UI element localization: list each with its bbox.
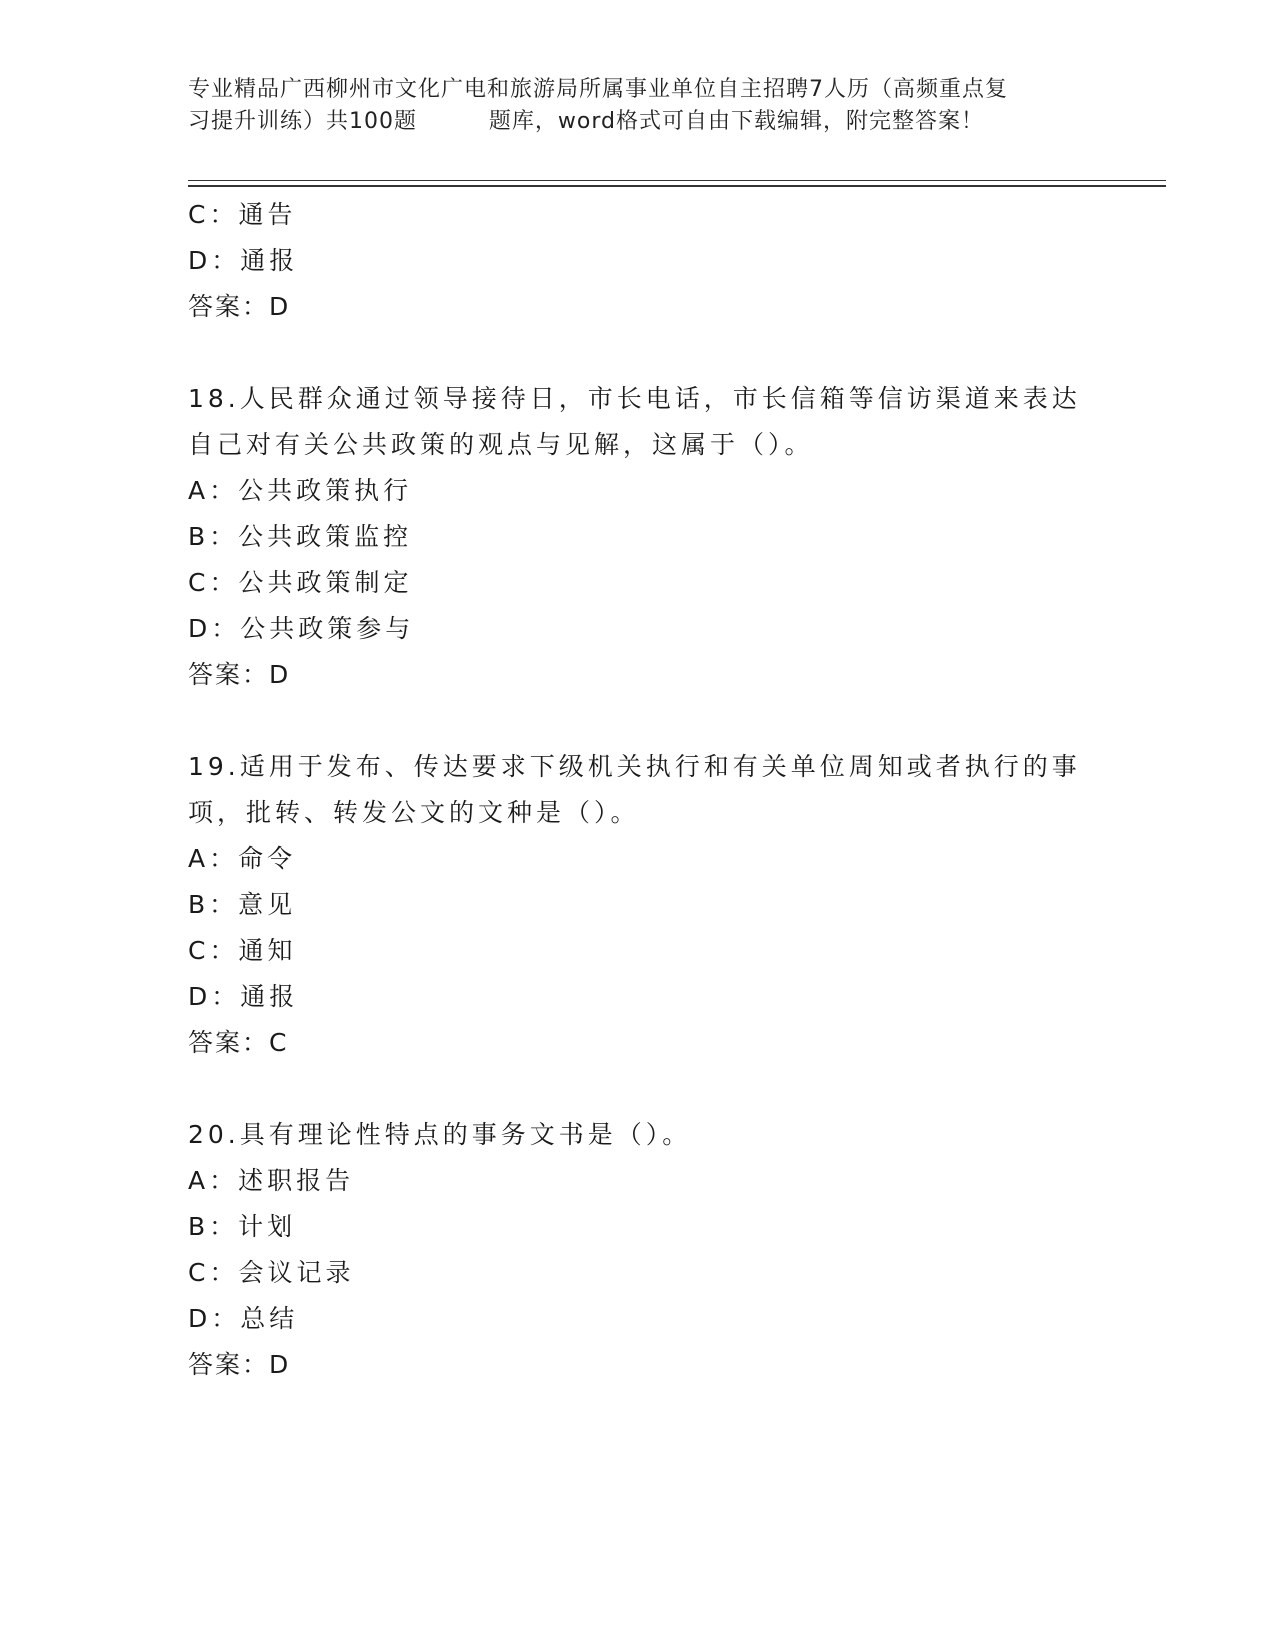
option-d: D：通报 (188, 982, 299, 1011)
option-d: D：通报 (188, 246, 299, 275)
option-c: C：通知 (188, 936, 297, 965)
option-c: C：会议记录 (188, 1258, 355, 1287)
spacer (188, 330, 1088, 376)
header-title-line-2: 习提升训练）共100题 题库，word格式可自由下载编辑，附完整答案！ (188, 109, 985, 134)
document-header (188, 74, 1088, 138)
answer-line: 答案：D (188, 1350, 291, 1379)
question-19 (188, 744, 1088, 1066)
answer-line: 答案：D (188, 660, 291, 689)
option-b: B：意见 (188, 890, 297, 919)
option-b: B：公共政策监控 (188, 522, 413, 551)
question-18 (188, 376, 1088, 698)
question-text-line: 19.适用于发布、传达要求下级机关执行和有关单位周知或者执行的事 (188, 752, 1081, 781)
question-text-line: 自己对有关公共政策的观点与见解，这属于（）。 (188, 430, 814, 459)
option-a: A：命令 (188, 844, 297, 873)
option-c: C：通告 (188, 200, 297, 229)
header-title-line-1: 专业精品广西柳州市文化广电和旅游局所属事业单位自主招聘7人历（高频重点复 (188, 77, 1008, 102)
document-body (188, 192, 1088, 1388)
option-b: B：计划 (188, 1212, 297, 1241)
spacer (188, 698, 1088, 744)
option-c: C：公共政策制定 (188, 568, 413, 597)
answer-line: 答案：D (188, 292, 291, 321)
spacer (188, 1066, 1088, 1112)
question-17-continuation (188, 192, 1088, 330)
question-text-line: 18.人民群众通过领导接待日，市长电话，市长信箱等信访渠道来表达 (188, 384, 1081, 413)
option-a: A：公共政策执行 (188, 476, 413, 505)
header-divider-bottom (188, 185, 1166, 187)
option-a: A：述职报告 (188, 1166, 355, 1195)
header-divider-top (188, 180, 1166, 181)
question-20 (188, 1112, 1088, 1388)
option-d: D：总结 (188, 1304, 299, 1333)
question-text-line: 20.具有理论性特点的事务文书是（）。 (188, 1120, 692, 1149)
option-d: D：公共政策参与 (188, 614, 415, 643)
answer-line: 答案：C (188, 1028, 289, 1057)
question-text-line: 项，批转、转发公文的文种是（）。 (188, 798, 640, 827)
